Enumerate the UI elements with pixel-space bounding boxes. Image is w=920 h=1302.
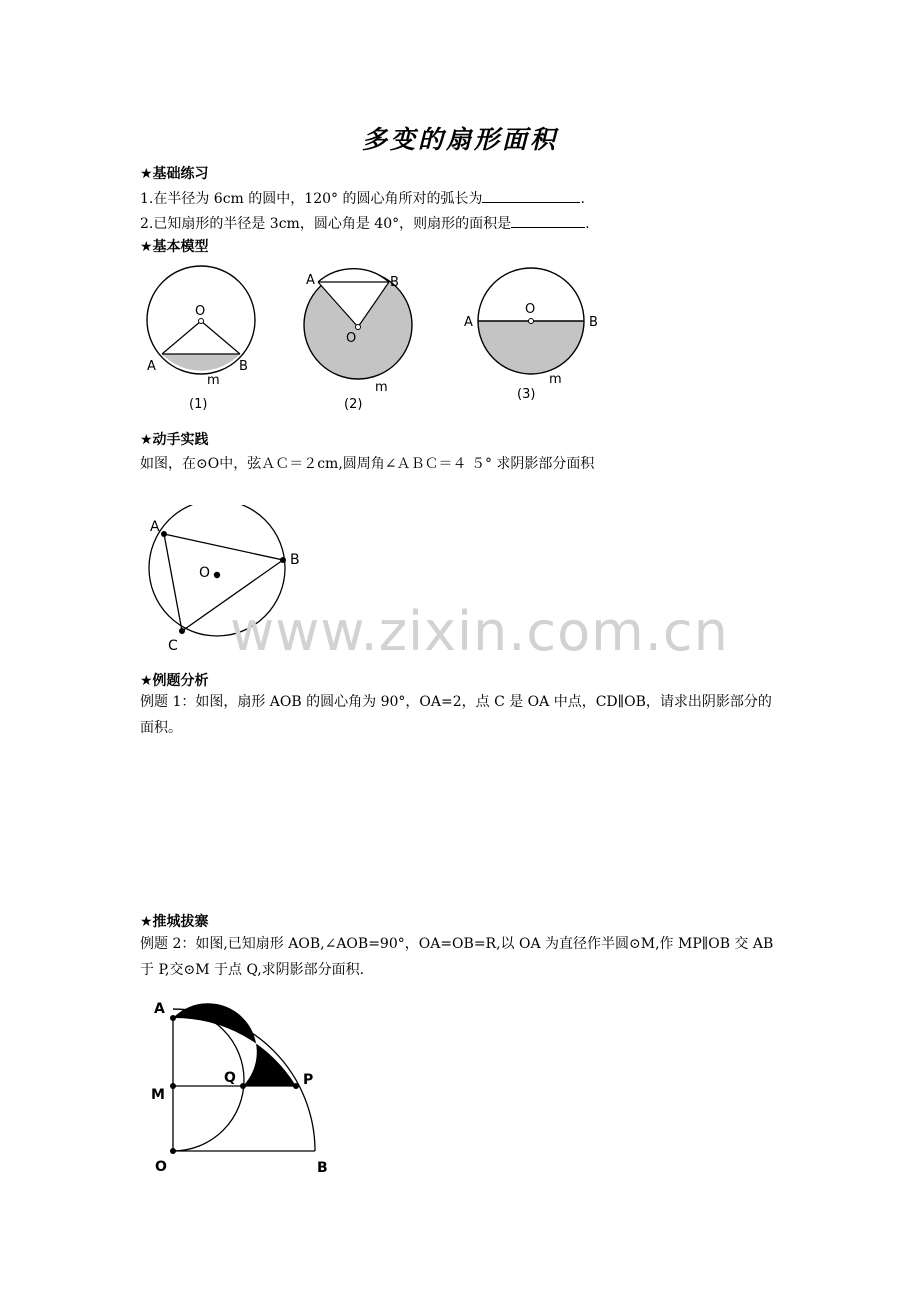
watermark: www.zixin.com.cn <box>230 600 729 663</box>
fig1-label-o: O <box>195 304 206 319</box>
fig3-caption: (3) <box>517 387 536 402</box>
question-1-end: . <box>580 191 585 207</box>
fig2-caption: (2) <box>344 397 363 412</box>
hands-on-label-a: A <box>150 519 160 535</box>
example-2-label-b: B <box>317 1160 328 1176</box>
basic-model-figures <box>135 260 625 415</box>
fig2-label-a: A <box>306 273 315 288</box>
example-2-label-q: Q <box>224 1070 236 1086</box>
question-2-end: . <box>585 216 590 232</box>
point-a <box>170 1015 176 1021</box>
fig2-center-point <box>356 325 361 330</box>
point-a <box>161 531 167 537</box>
fig1-label-b: B <box>239 359 248 374</box>
example-2-figure <box>140 995 340 1180</box>
hands-on-label-o: O <box>199 565 211 581</box>
fig3-label-a: A <box>464 315 473 330</box>
fig2-label-o: O <box>346 331 357 346</box>
fig3-center-point <box>529 319 534 324</box>
basic-model-figure-3 <box>464 268 598 402</box>
question-2-text: 2.已知扇形的半径是 3cm，圆心角是 40°，则扇形的面积是 <box>140 216 512 232</box>
example-2-label-o: O <box>155 1159 167 1175</box>
fig1-center-point <box>199 319 204 324</box>
fig2-label-b: B <box>390 275 399 290</box>
example-1-text: 例题 1：如图，扇形 AOB 的圆心角为 90°，OA=2，点 C 是 OA 中点，CD∥OB，请求出阴影部分的面积。 <box>140 694 772 736</box>
point-c <box>179 628 185 634</box>
basic-model-figure-2 <box>304 269 412 412</box>
fig1-shaded-segment <box>162 354 240 371</box>
fig1-label-m: m <box>207 373 220 388</box>
fig1-label-a: A <box>147 359 156 374</box>
section-basic-practice-heading: ★基础练习 <box>140 166 209 182</box>
basic-model-figure-1 <box>147 266 255 412</box>
page-title: 多变的扇形面积 <box>361 125 558 154</box>
example-2-text: 例题 2：如图,已知扇形 AOB,∠AOB=90°，OA=OB=R,以 OA 为直径作半圆⊙M,作 MP∥OB 交 AB 于 P,交⊙M 于点 Q,求阴影部分面积. <box>140 936 774 978</box>
fig2-label-m: m <box>375 380 388 395</box>
fig3-label-o: O <box>525 302 536 317</box>
fig3-label-m: m <box>549 372 562 387</box>
point-p <box>293 1083 299 1089</box>
hands-on-label-b: B <box>290 552 300 568</box>
fig3-label-b: B <box>589 315 598 330</box>
question-1-text: 1.在半径为 6cm 的圆中，120° 的圆心角所对的弧长为 <box>140 191 483 207</box>
hands-on-label-c: C <box>168 638 178 654</box>
section-hands-on-heading: ★动手实践 <box>140 432 209 448</box>
fig1-radius-ob <box>201 321 240 354</box>
question-1-blank <box>482 188 580 203</box>
fig2-minor-arc <box>318 269 389 282</box>
section-advanced-heading: ★推城拔寨 <box>140 914 209 930</box>
point-o <box>214 572 220 578</box>
fig3-shaded-half <box>478 321 584 374</box>
example-2-label-m: M <box>151 1087 165 1103</box>
point-b <box>280 557 286 563</box>
question-2 <box>140 213 590 233</box>
point-q <box>240 1083 246 1089</box>
example-2-label-p: P <box>303 1072 314 1088</box>
example-2-label-a: A <box>154 1001 165 1017</box>
point-m <box>170 1083 176 1089</box>
point-o <box>170 1148 176 1154</box>
question-2-blank <box>511 213 585 228</box>
hands-on-problem-text: 如图，在⊙O中，弦ＡＣ＝２cm,圆周角∠ＡＢＣ＝４ ５° 求阴影部分面积 <box>140 456 595 472</box>
question-1 <box>140 188 585 208</box>
fig1-radius-oa <box>162 321 201 354</box>
section-example-analysis-heading: ★例题分析 <box>140 673 209 689</box>
fig1-caption: (1) <box>189 397 208 412</box>
section-basic-model-heading: ★基本模型 <box>140 239 209 255</box>
